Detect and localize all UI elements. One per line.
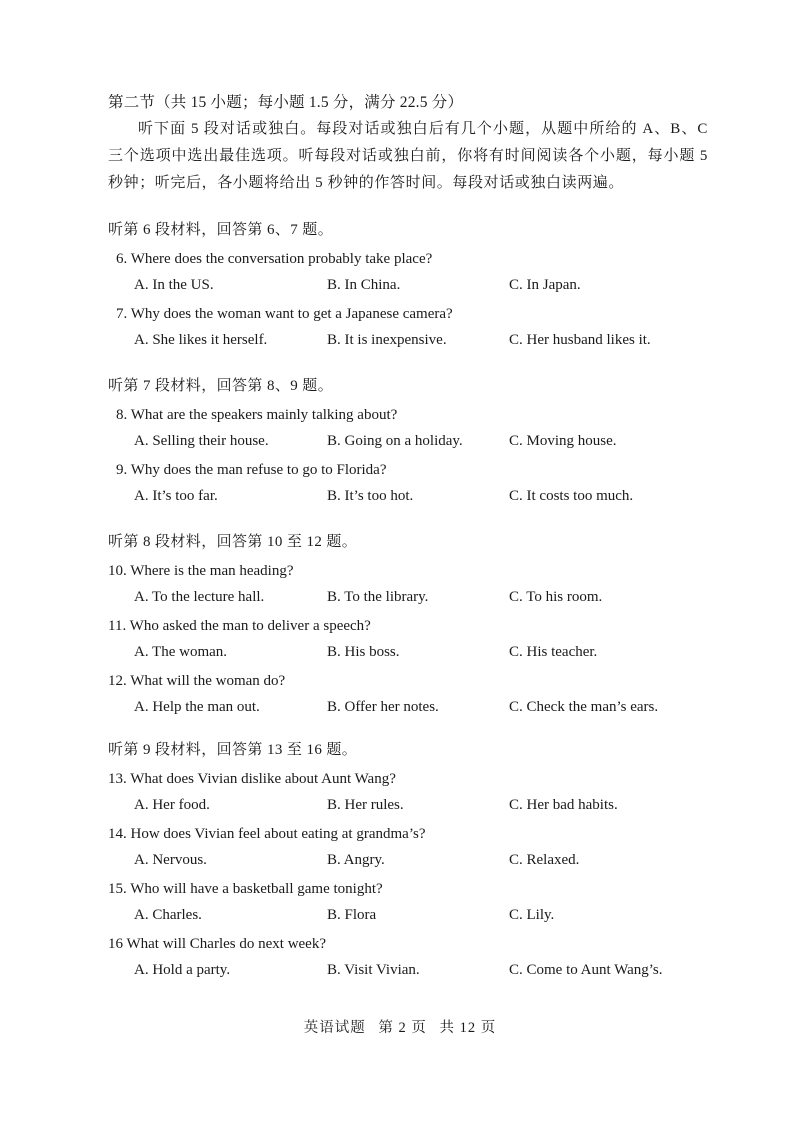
option-a: A. In the US. xyxy=(134,277,214,293)
option-a: A. Selling their house. xyxy=(134,433,269,449)
question-group-10-12 xyxy=(108,530,708,723)
option-c: C. In Japan. xyxy=(509,277,581,293)
option-b: B. Angry. xyxy=(327,852,385,868)
option-c: C. Relaxed. xyxy=(509,852,580,868)
option-b: B. Offer her notes. xyxy=(327,699,439,715)
group-heading: 听第 7 段材料，回答第 8、9 题。 xyxy=(108,378,334,394)
option-c: C. Moving house. xyxy=(509,433,617,449)
question-16 xyxy=(108,931,708,984)
question-15 xyxy=(108,876,708,929)
question-options xyxy=(108,792,708,819)
group-heading: 听第 9 段材料，回答第 13 至 16 题。 xyxy=(108,742,358,758)
option-a: A. It’s too far. xyxy=(134,488,218,504)
option-a: A. The woman. xyxy=(134,644,228,660)
question-options xyxy=(108,327,708,354)
question-group-6-7 xyxy=(108,218,708,356)
question-10 xyxy=(108,558,708,611)
question-stem: 11. Who asked the man to deliver a speech? xyxy=(108,618,371,634)
question-stem: 16 What will Charles do next week? xyxy=(108,936,326,952)
option-c: C. Her husband likes it. xyxy=(509,332,651,348)
page-footer xyxy=(0,1016,800,1037)
option-a: A. She likes it herself. xyxy=(134,332,268,348)
footer-page-number: 第 2 页 xyxy=(378,1020,427,1036)
option-b: B. Visit Vivian. xyxy=(327,962,420,978)
section-title: 第二节（共 15 小题；每小题 1.5 分，满分 22.5 分） xyxy=(108,94,464,111)
question-stem: 15. Who will have a basketball game tonight? xyxy=(108,881,383,897)
question-options xyxy=(108,957,708,984)
question-options xyxy=(108,639,708,666)
question-stem: 7. Why does the woman want to get a Japanese camera? xyxy=(116,306,453,322)
option-b: B. It is inexpensive. xyxy=(327,332,447,348)
option-a: A. Help the man out. xyxy=(134,699,260,715)
question-options xyxy=(108,584,708,611)
question-group-13-16 xyxy=(108,738,708,986)
option-a: A. Nervous. xyxy=(134,852,207,868)
question-options xyxy=(108,483,708,510)
question-stem: 13. What does Vivian dislike about Aunt Wang? xyxy=(108,771,396,787)
question-options xyxy=(108,847,708,874)
option-a: A. Charles. xyxy=(134,907,202,923)
option-c: C. Her bad habits. xyxy=(509,797,618,813)
option-b: B. His boss. xyxy=(327,644,400,660)
option-b: B. It’s too hot. xyxy=(327,488,414,504)
group-heading: 听第 6 段材料，回答第 6、7 题。 xyxy=(108,222,334,238)
question-stem: 8. What are the speakers mainly talking about? xyxy=(116,407,398,423)
section-instructions: 听下面 5 段对话或独白。每段对话或独白后有几个小题，从题中所给的 A、B、C 三个选项中选出最佳选项。听每段对话或独白前，你将有时间阅读各个小题，每小题 5 秒钟；听完后，各小题将给出 5 秒钟的作答时间。每段对话或独白读两遍。 xyxy=(108,121,708,191)
option-b: B. To the library. xyxy=(327,589,429,605)
group-heading: 听第 8 段材料，回答第 10 至 12 题。 xyxy=(108,534,358,550)
option-c: C. It costs too much. xyxy=(509,488,634,504)
question-options xyxy=(108,902,708,929)
question-7 xyxy=(108,301,708,354)
option-a: A. Hold a party. xyxy=(134,962,231,978)
question-options xyxy=(108,428,708,455)
question-stem: 14. How does Vivian feel about eating at grandma’s? xyxy=(108,826,426,842)
question-9 xyxy=(108,457,708,510)
option-c: C. Check the man’s ears. xyxy=(509,699,659,715)
question-stem: 9. Why does the man refuse to go to Florida? xyxy=(116,462,387,478)
option-c: C. Lily. xyxy=(509,907,555,923)
question-12 xyxy=(108,668,708,721)
option-b: B. In China. xyxy=(327,277,401,293)
option-a: A. Her food. xyxy=(134,797,210,813)
option-b: B. Flora xyxy=(327,907,377,923)
question-stem: 6. Where does the conversation probably take place? xyxy=(116,251,433,267)
option-c: C. His teacher. xyxy=(509,644,598,660)
question-14 xyxy=(108,821,708,874)
question-11 xyxy=(108,613,708,666)
question-stem: 12. What will the woman do? xyxy=(108,673,286,689)
question-options xyxy=(108,272,708,299)
footer-total-pages: 共 12 页 xyxy=(439,1020,497,1036)
question-stem: 10. Where is the man heading? xyxy=(108,563,294,579)
question-13 xyxy=(108,766,708,819)
question-8 xyxy=(108,402,708,455)
option-c: C. To his room. xyxy=(509,589,603,605)
option-b: B. Going on a holiday. xyxy=(327,433,463,449)
option-c: C. Come to Aunt Wang’s. xyxy=(509,962,663,978)
question-6 xyxy=(108,246,708,299)
question-options xyxy=(108,694,708,721)
option-b: B. Her rules. xyxy=(327,797,404,813)
question-group-8-9 xyxy=(108,374,708,512)
option-a: A. To the lecture hall. xyxy=(134,589,265,605)
footer-subject: 英语试题 xyxy=(303,1020,366,1036)
